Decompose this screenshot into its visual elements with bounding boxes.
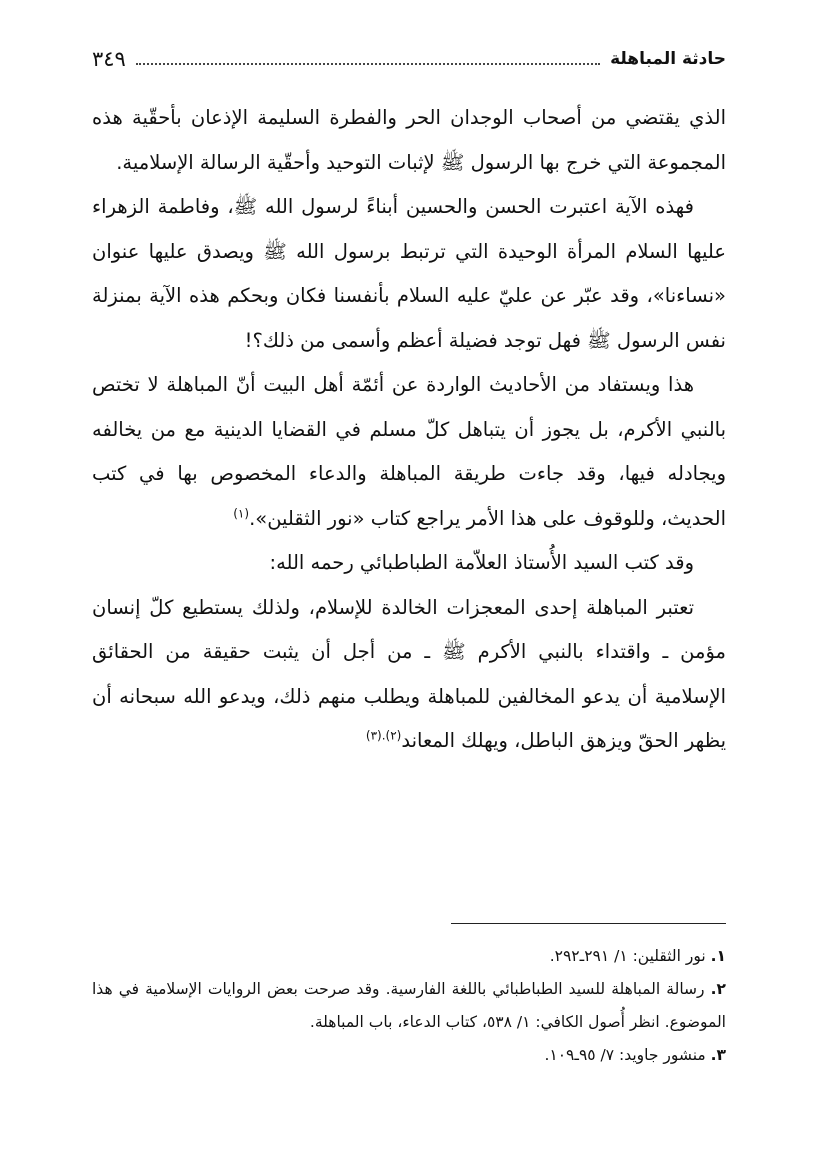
paragraph-5-text: تعتبر المباهلة إحدى المعجزات الخالدة للإسلام، ولذلك يستطيع كلّ إنسان مؤمن ـ واقتداء بالنبي الأكرم ﷺ ـ من أجل أن يثبت حقيقة من الحقائق الإسلامية أن يدعو المخالفين للمباهلة ويطلب منهم ذلك، ويدعو الله سبحانه أن يظهر الحقّ ويزهق الباطل، ويهلك المعاند [92, 595, 726, 752]
footnote-2-number: ٢. [710, 980, 726, 998]
running-header [92, 42, 726, 76]
paragraph-1: الذي يقتضي من أصحاب الوجدان الحر والفطرة السليمة الإذعان بأحقّية هذه المجموعة التي خرج بها الرسول ﷺ لإثبات التوحيد وأحقّية الرسالة الإسلامية. [92, 106, 726, 174]
footnote-ref-1[interactable]: (١) [233, 506, 250, 520]
main-text [92, 96, 726, 764]
footnote-separator [451, 923, 726, 924]
footnote-2-text: رسالة المباهلة للسيد الطباطبائي باللغة الفارسية. وقد صرحت بعض الروايات الإسلامية في هذا الموضوع. انظر أُصول الكافي: ١/ ٥٣٨، كتاب الدعاء، باب المباهلة. [92, 980, 726, 1031]
paragraph-5 [92, 586, 726, 764]
footnote-3-text: منشور جاويد: ٧/ ٩٥ـ١٠٩. [544, 1046, 706, 1064]
footnote-3-number: ٣. [710, 1046, 726, 1064]
footnotes [92, 940, 726, 1072]
header-dotted-leader [136, 63, 600, 65]
paragraph-2: فهذه الآية اعتبرت الحسن والحسين أبناءً لرسول الله ﷺ، وفاطمة الزهراء عليها السلام المرأة الوحيدة التي ترتبط برسول الله ﷺ ويصدق عليها عنوان «نساءنا»، وقد عبّر عن عليّ عليه السلام بأنفسنا فكان وبحكم هذه الآية بمنزلة نفس الرسول ﷺ فهل توجد فضيلة أعظم وأسمى من ذلك؟! [92, 195, 726, 352]
paragraph-3-text: هذا ويستفاد من الأحاديث الواردة عن أئمّة أهل البيت أنّ المباهلة لا تختص بالنبي الأكرم، بل يجوز أن يتباهل كلّ مسلم في القضايا الدينية مع من يخالفه ويجادله فيها، وقد جاءت طريقة المباهلة والدعاء المخصوص بها في كتب الحديث، وللوقوف على هذا الأمر يراجع كتاب «نور الثقلين». [92, 373, 726, 530]
paragraph-4: وقد كتب السيد الأُستاذ العلاّمة الطباطبائي رحمه الله: [269, 551, 694, 574]
footnote-1 [92, 940, 726, 973]
footnote-1-text: نور الثقلين: ١/ ٢٩١ـ٢٩٢. [549, 947, 706, 965]
footnote-3 [92, 1039, 726, 1072]
footnote-ref-2-3[interactable]: (٢).(٣) [365, 728, 402, 743]
chapter-title: حادثة المباهلة [610, 49, 726, 69]
footnote-1-number: ١. [710, 947, 726, 965]
paragraph-3 [92, 363, 726, 541]
footnote-2 [92, 973, 726, 1039]
page-number: ٣٤٩ [92, 47, 126, 71]
